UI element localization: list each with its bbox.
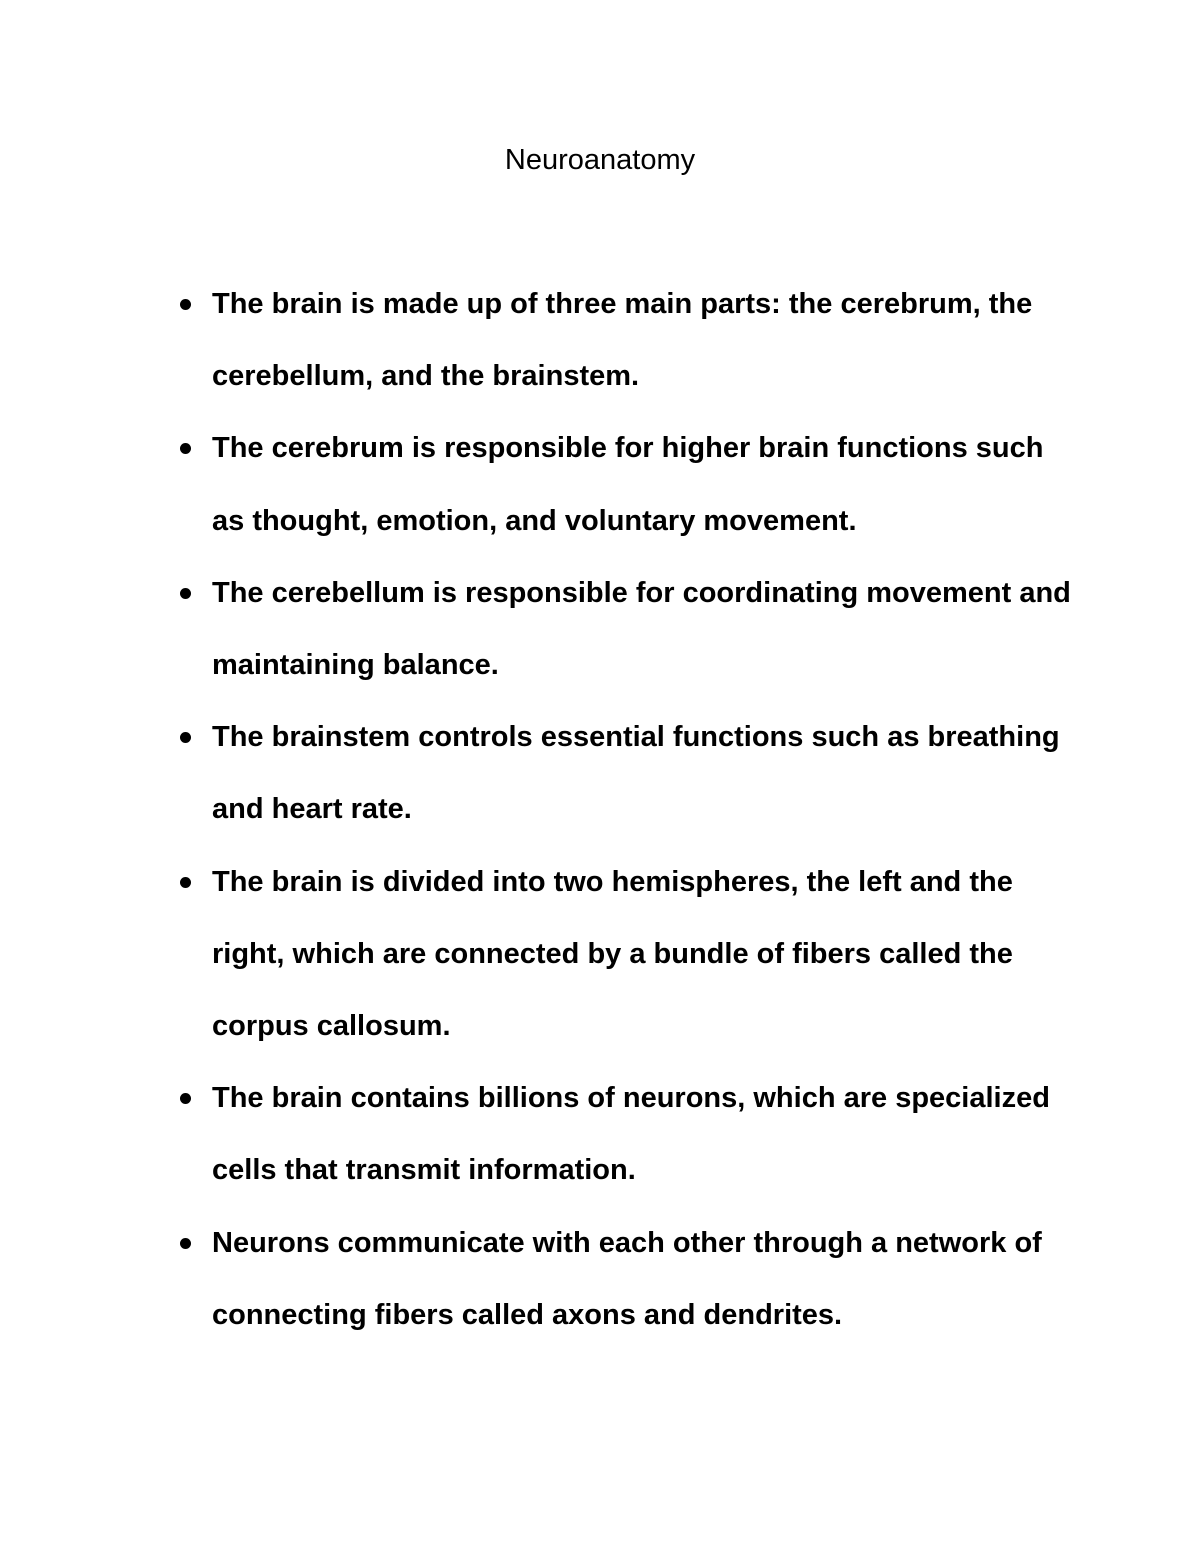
- bullet-dot-icon: [180, 299, 191, 310]
- bullet-text: The brain is divided into two hemispheres, the left and the right, which are connected by a bundle of fibers called the corpus callosum.: [212, 865, 1013, 1043]
- bullet-text: The cerebellum is responsible for coordinating movement and maintaining balance.: [212, 576, 1071, 682]
- bullet-list: [0, 268, 1200, 1351]
- bullet-item: [0, 701, 1072, 845]
- bullet-text: The cerebrum is responsible for higher brain functions such as thought, emotion, and voluntary movement.: [212, 432, 1044, 537]
- bullet-dot-icon: [180, 732, 191, 743]
- bullet-text: The brainstem controls essential functions such as breathing and heart rate.: [212, 721, 1060, 826]
- bullet-dot-icon: [180, 1238, 191, 1249]
- bullet-dot-icon: [180, 443, 191, 454]
- bullet-item: [0, 557, 1072, 701]
- bullet-dot-icon: [180, 1093, 191, 1104]
- bullet-dot-icon: [180, 588, 191, 599]
- bullet-item: [0, 268, 1072, 412]
- bullet-text: The brain contains billions of neurons, which are specialized cells that transmit information.: [212, 1082, 1050, 1187]
- bullet-dot-icon: [180, 877, 191, 888]
- bullet-text: Neurons communicate with each other through a network of connecting fibers called axons and dendrites.: [212, 1226, 1042, 1331]
- bullet-item: [0, 1207, 1072, 1351]
- bullet-item: [0, 412, 1072, 556]
- bullet-item: [0, 1062, 1072, 1206]
- bullet-text: The brain is made up of three main parts: the cerebrum, the cerebellum, and the brainstem.: [212, 288, 1033, 393]
- bullet-item: [0, 846, 1072, 1063]
- document-title: Neuroanatomy: [504, 144, 696, 176]
